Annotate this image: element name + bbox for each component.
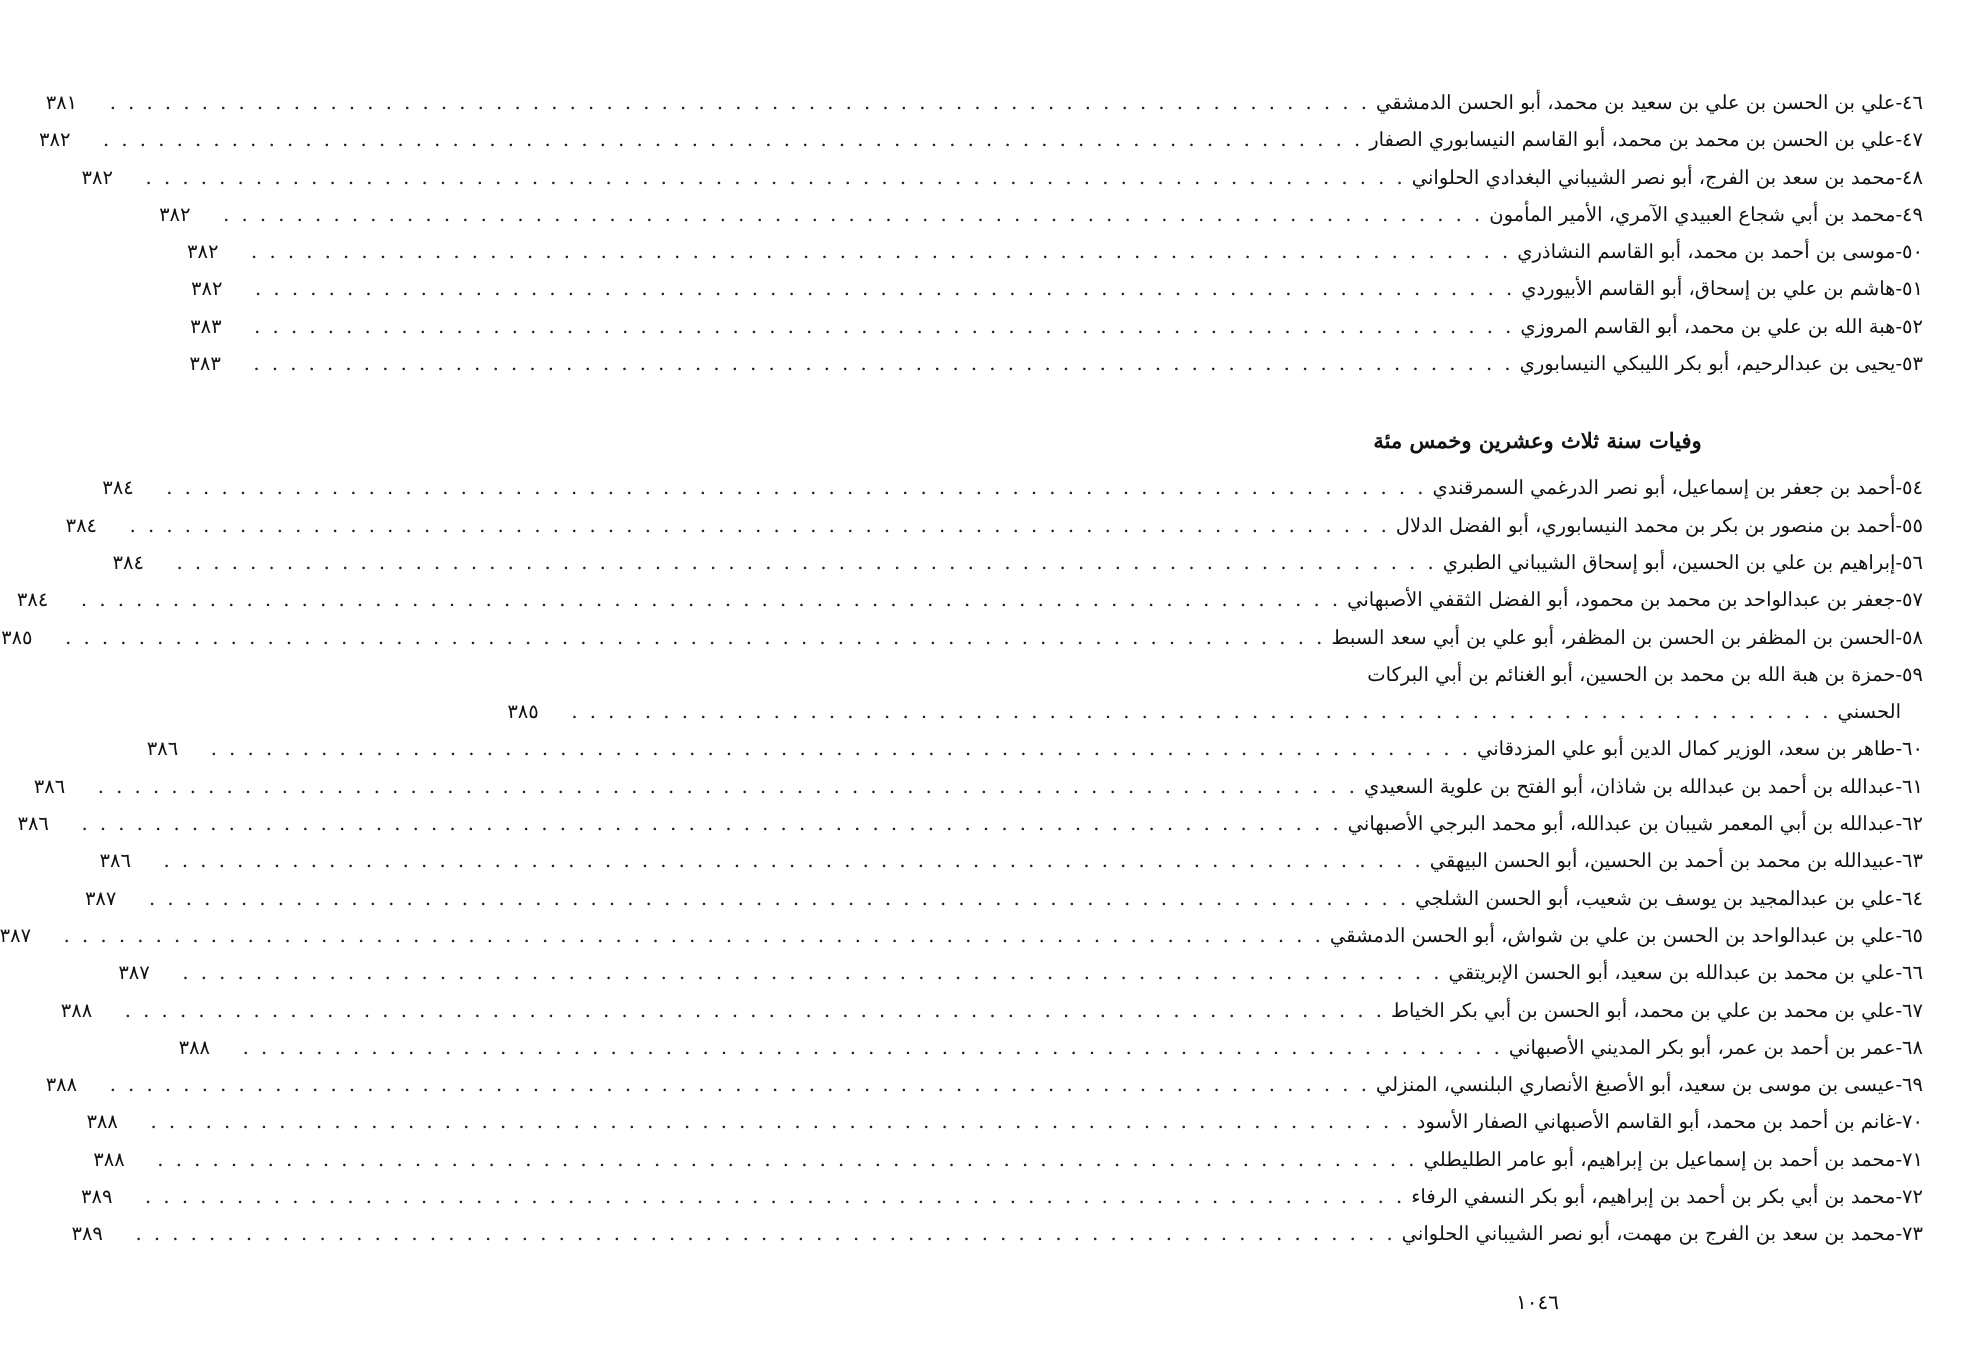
entry-page: ٣٨٣ [190, 314, 222, 338]
entries-list-top [39, 84, 1923, 382]
entry-page: ٣٨٨ [86, 1110, 118, 1134]
entry-page: ٣٨٢ [159, 202, 191, 226]
index-entry: ٥٧- جعفر بن عبدالواحد بن محمد بن محمود، أبو الفضل الثقفي الأصبهاني . . . ٣٨٤ [1152, 581, 1923, 618]
entry-page: ٣٨٧ [0, 923, 32, 947]
entry-text: عبدالله بن أبي المعمر شيبان بن عبدالله، أبو محمد البرجي الأصبهاني [1347, 812, 1896, 836]
index-entry: ٦٢- عبدالله بن أبي المعمر شيبان بن عبدالله، أبو محمد البرجي الأصبهاني . . . ٣٨٦ [1152, 805, 1923, 842]
entry-page: ٣٨٩ [81, 1185, 113, 1209]
leader-dots [205, 730, 1477, 767]
leader-dots [104, 1066, 1376, 1103]
entry-text: عبيدالله بن محمد بن أحمد بن الحسين، أبو الحسن البيهقي [1429, 849, 1896, 873]
index-entry: ٤٧- علي بن الحسن بن محمد بن محمد، أبو القاسم النيسابوري الصفار . . . ٣٨٢ [1152, 121, 1923, 158]
leader-dots [139, 1178, 1411, 1215]
entry-text: عبدالله بن أحمد بن عبدالله بن شاذان، أبو الفتح بن علوية السعيدي [1363, 774, 1896, 798]
entry-page: ٣٨٧ [118, 961, 150, 985]
index-entry: ٦٣- عبيدالله بن محمد بن أحمد بن الحسين، أبو الحسن البيهقي . . . ٣٨٦ [1152, 842, 1923, 879]
index-entry: ٦٩- عيسى بن موسى بن سعيد، أبو الأصبغ الأنصاري البلنسي، المنزلي . . . ٣٨٨ [1152, 1066, 1923, 1103]
index-entry: ٦٨- عمر بن أحمد بن عمر، أبو بكر المديني الأصبهاني . . . ٣٨٨ [1152, 1029, 1923, 1066]
entry-page: ٣٨٨ [178, 1035, 211, 1059]
leader-dots [129, 1215, 1401, 1252]
entry-text: موسى بن أحمد بن محمد، أبو القاسم النشاذري [1517, 240, 1896, 264]
leader-dots [140, 159, 1412, 196]
leader-dots [75, 805, 1347, 842]
entry-page: ٣٨٤ [16, 588, 49, 612]
index-entry: ٧١- محمد بن أحمد بن إسماعيل بن إبراهيم، أبو عامر الطليطلي . . . ٣٨٨ [1152, 1141, 1923, 1178]
index-entry: ٥٦- إبراهيم بن علي بن الحسين، أبو إسحاق الشيباني الطبري . . . ٣٨٤ [1152, 544, 1923, 581]
leader-dots [59, 619, 1331, 656]
entry-page: ٣٨٨ [45, 1073, 78, 1097]
entry-page: ٣٨٤ [102, 476, 134, 500]
entry-text: هاشم بن علي بن إسحاق، أبو القاسم الأبيوردي [1521, 277, 1896, 301]
index-entry: ٦٥- علي بن عبدالواحد بن الحسن بن علي بن شواش، أبو الحسن الدمشقي . . . ٣٨٧ [1152, 917, 1923, 954]
entry-text: أحمد بن منصور بن بكر بن محمد النيسابوري، أبو الفضل الدلال [1395, 513, 1896, 537]
index-entry: ٥٨- الحسن بن المظفر بن الحسن بن المظفر، أبو علي بن أبي سعد السبط . . . ٣٨٥ [1152, 619, 1923, 656]
entry-text: علي بن الحسن بن علي بن سعيد بن محمد، أبو الحسن الدمشقي [1375, 91, 1896, 114]
index-entry: ٤٩- محمد بن أبي شجاع العبيدي الآمري، الأمير المأمون . . . ٣٨٢ [1152, 196, 1923, 233]
entry-text: حمزة بن هبة الله بن محمد بن الحسين، أبو الغنائم بن أبي البركات [1367, 662, 1896, 686]
index-entry: ٤٨- محمد بن سعد بن الفرج، أبو نصر الشيباني البغدادي الحلواني . . . ٣٨٢ [1152, 159, 1923, 196]
entry-text: محمد بن أبي بكر بن أحمد بن إبراهيم، أبو بكر النسفي الرفاء [1411, 1185, 1896, 1209]
entry-page: ٣٨١ [45, 91, 78, 114]
leader-dots [92, 768, 1364, 805]
leader-dots [249, 270, 1521, 307]
leader-dots [565, 693, 1837, 730]
entry-text: يحيى بن عبدالرحيم، أبو بكر الليبكي النيسابوري [1519, 352, 1896, 376]
section-heading: وفيات سنة ثلاث وعشرين وخمس مئة [1373, 428, 1702, 454]
entry-page: ٣٨٢ [81, 165, 113, 189]
entry-page: ٣٨٥ [1, 625, 33, 649]
entry-page: ٣٨٦ [33, 774, 66, 798]
entry-text: علي بن محمد بن عبدالله بن سعيد، أبو الحسن الإبريتقي [1448, 961, 1896, 985]
leader-dots [176, 954, 1448, 991]
index-entry: ٧٠- غانم بن أحمد بن محمد، أبو القاسم الأصبهاني الصفار الأسود . . . ٣٨٨ [1152, 1103, 1923, 1140]
index-entry: ٦٦- علي بن محمد بن عبدالله بن سعيد، أبو الحسن الإبريتقي . . . ٣٨٧ [1152, 954, 1923, 991]
index-entry: ٥٣- يحيى بن عبدالرحيم، أبو بكر الليبكي النيسابوري . . . ٣٨٣ [1152, 345, 1923, 382]
entries-list-section [0, 469, 1923, 1252]
entry-page: ٣٨٥ [507, 700, 539, 724]
entry-page: ٣٨٦ [99, 849, 131, 873]
leader-dots [237, 1029, 1509, 1066]
index-entry: ٧٢- محمد بن أبي بكر بن أحمد بن إبراهيم، أبو بكر النسفي الرفاء . . . ٣٨٩ [1152, 1178, 1923, 1215]
entry-page: ٣٨٦ [146, 737, 179, 761]
entry-page: ٣٨٧ [84, 886, 117, 910]
leader-dots [151, 1141, 1423, 1178]
entry-text: محمد بن أبي شجاع العبيدي الآمري، الأمير المأمون [1489, 202, 1896, 226]
index-entry: ٥٠- موسى بن أحمد بن محمد، أبو القاسم النشاذري . . . ٣٨٢ [1152, 233, 1923, 270]
index-entry: ٥٤- أحمد بن جعفر بن إسماعيل، أبو نصر الدرغمي السمرقندي . . . ٣٨٤ [1152, 469, 1923, 506]
index-entry: ٥٥- أحمد بن منصور بن بكر بن محمد النيسابوري، أبو الفضل الدلال . . . ٣٨٤ [1152, 507, 1923, 544]
entry-text: طاهر بن سعد، الوزير كمال الدين أبو علي المزدقاني [1476, 737, 1896, 761]
leader-dots [144, 1103, 1416, 1140]
entry-text: إبراهيم بن علي بن الحسين، أبو إسحاق الشيباني الطبري [1442, 550, 1896, 574]
leader-dots [75, 581, 1347, 618]
entry-page: ٣٨٣ [189, 352, 221, 376]
entry-text: الحسن بن المظفر بن الحسن بن المظفر، أبو علي بن أبي سعد السبط [1331, 625, 1896, 649]
page-number: ١٠٤٦ [1516, 1290, 1559, 1314]
entry-page: ٣٨٨ [93, 1147, 125, 1171]
leader-dots [124, 507, 1396, 544]
entry-text: هبة الله بن علي بن محمد، أبو القاسم المروزي [1520, 314, 1896, 338]
index-entry: ٦٠- طاهر بن سعد، الوزير كمال الدين أبو علي المزدقاني . . . ٣٨٦ [1152, 730, 1923, 767]
index-entry: ٤٦- علي بن الحسن بن علي بن سعيد بن محمد، أبو الحسن الدمشقي . . . ٣٨١ [1152, 84, 1923, 121]
leader-dots [248, 308, 1520, 345]
entry-text: علي بن عبدالمجيد بن يوسف بن شعيب، أبو الحسن الشلجي [1415, 886, 1896, 910]
entry-text: أحمد بن جعفر بن إسماعيل، أبو نصر الدرغمي السمرقندي [1432, 476, 1896, 500]
leader-dots [104, 84, 1376, 121]
leader-dots [217, 196, 1489, 233]
entry-text: محمد بن سعد بن الفرج، أبو نصر الشيباني البغدادي الحلواني [1411, 165, 1896, 189]
entry-page: ٣٨٩ [71, 1222, 103, 1246]
entry-text: محمد بن سعد بن الفرج بن مهمت، أبو نصر الشيباني الحلواني [1401, 1222, 1896, 1246]
entry-text: جعفر بن عبدالواحد بن محمد بن محمود، أبو الفضل الثقفي الأصبهاني [1347, 588, 1896, 612]
entry-page: ٣٨٦ [17, 812, 49, 836]
entry-page: ٣٨٢ [191, 277, 223, 301]
entry-text: علي بن عبدالواحد بن الحسن بن علي بن شواش، أبو الحسن الدمشقي [1329, 923, 1896, 947]
index-entry: ٦٧- علي بن محمد بن علي بن محمد، أبو الحسن بن أبي بكر الخياط . . . ٣٨٨ [1152, 992, 1923, 1029]
entry-text: غانم بن أحمد بن محمد، أبو القاسم الأصبهاني الصفار الأسود [1416, 1110, 1896, 1134]
leader-dots [58, 917, 1330, 954]
index-entry: ٦١- عبدالله بن أحمد بن عبدالله بن شاذان، أبو الفتح بن علوية السعيدي . . . ٣٨٦ [1152, 768, 1923, 805]
leader-dots [143, 880, 1415, 917]
leader-dots [119, 992, 1391, 1029]
index-entry: ٧٣- محمد بن سعد بن الفرج بن مهمت، أبو نصر الشيباني الحلواني . . . ٣٨٩ [1152, 1215, 1923, 1252]
index-entry-continuation [507, 693, 1923, 730]
entry-page: ٣٨٤ [112, 550, 144, 574]
index-entry: ٦٤- علي بن عبدالمجيد بن يوسف بن شعيب، أبو الحسن الشلجي . . . ٣٨٧ [1152, 880, 1923, 917]
entry-text: علي بن محمد بن علي بن محمد، أبو الحسن بن أبي بكر الخياط [1390, 998, 1896, 1022]
leader-dots [158, 842, 1430, 879]
leader-dots [245, 233, 1517, 270]
entry-text: علي بن الحسن بن محمد بن محمد، أبو القاسم النيسابوري الصفار [1369, 128, 1896, 152]
leader-dots [160, 469, 1432, 506]
entry-text: محمد بن أحمد بن إسماعيل بن إبراهيم، أبو عامر الطليطلي [1423, 1147, 1896, 1171]
entry-text: الحسني [1837, 700, 1901, 724]
index-entry: ٥١- هاشم بن علي بن إسحاق، أبو القاسم الأبيوردي . . . ٣٨٢ [1152, 270, 1923, 307]
leader-dots [247, 345, 1519, 382]
entry-page: ٣٨٨ [60, 998, 93, 1022]
entry-page: ٣٨٢ [187, 240, 219, 264]
leader-dots [97, 121, 1369, 158]
index-entry-first-line: ٥٩- حمزة بن هبة الله بن محمد بن الحسين، أبو الغنائم بن أبي البركات [1152, 656, 1923, 693]
index-entry: ٥٢- هبة الله بن علي بن محمد، أبو القاسم المروزي . . . ٣٨٣ [1152, 308, 1923, 345]
entry-text: عمر بن أحمد بن عمر، أبو بكر المديني الأصبهاني [1508, 1035, 1896, 1059]
leader-dots [171, 544, 1443, 581]
entry-text: عيسى بن موسى بن سعيد، أبو الأصبغ الأنصاري البلنسي، المنزلي [1375, 1073, 1896, 1097]
entry-page: ٣٨٤ [65, 513, 98, 537]
entry-page: ٣٨٢ [39, 128, 71, 152]
